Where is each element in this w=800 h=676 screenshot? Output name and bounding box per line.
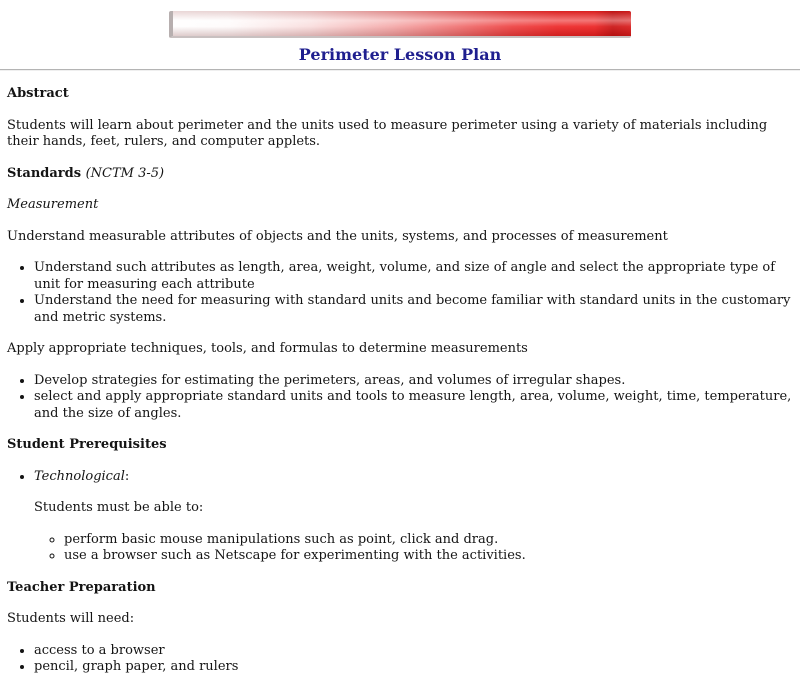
list-item: • Develop strategies for estimating the perimeters, areas, and volumes of irregular shapes. — [34, 373, 793, 390]
red-gradient-banner — [169, 11, 631, 38]
list-item: • Understand the need for measuring with standard units and become familiar with standard units in the customary and metric systems. — [34, 293, 793, 326]
paragraph-apply-intro: Apply appropriate techniques, tools, and formulas to determine measurements — [7, 341, 528, 357]
measurement-bullet-list — [7, 260, 793, 326]
apply-bullet-list — [7, 373, 793, 423]
list-item: • Understand such attributes as length, area, weight, volume, and size of angle and select the appropriate type of unit for measuring each attribute — [34, 260, 793, 293]
heading-standards-label: Standards — [7, 165, 82, 181]
list-item: ◦ use a browser such as Netscape for experimenting with the activities. — [64, 548, 793, 565]
paragraph-abstract: Students will learn about perimeter and the units used to measure perimeter using a variety of materials including their hands, feet, rulers, and computer applets. — [7, 117, 768, 150]
page-title: Perimeter Lesson Plan — [298, 45, 502, 64]
prerequisite-type-label: Technological — [34, 468, 125, 484]
heading-teacher-preparation: Teacher Preparation — [7, 579, 156, 595]
paragraph-teacher-intro: Students will need: — [7, 611, 135, 627]
prerequisites-list — [7, 469, 793, 565]
list-item: • pencil, graph paper, and rulers — [34, 659, 793, 676]
paragraph-measurement-intro: Understand measurable attributes of objects and the units, systems, and processes of measurement — [7, 228, 668, 244]
list-item: • select and apply appropriate standard units and tools to measure length, area, volume, weight, time, temperature, and the size of angles. — [34, 389, 793, 422]
prerequisite-type-suffix: : — [124, 468, 130, 484]
list-item-technological — [34, 469, 793, 565]
heading-standards — [7, 166, 793, 183]
heading-student-prerequisites: Student Prerequisites — [7, 437, 167, 453]
standards-note: (NCTM 3-5) — [85, 165, 165, 181]
horizontal-rule — [0, 69, 800, 71]
heading-abstract: Abstract — [7, 86, 69, 102]
paragraph-prerequisites-intro: Students must be able to: — [34, 500, 204, 516]
list-item: • access to a browser — [34, 643, 793, 660]
list-item: ◦ perform basic mouse manipulations such as point, click and drag. — [64, 532, 793, 549]
prerequisites-sub-list — [34, 532, 793, 565]
subheading-measurement: Measurement — [7, 197, 99, 213]
lesson-plan-document — [0, 86, 800, 676]
teacher-needs-list — [7, 643, 793, 676]
